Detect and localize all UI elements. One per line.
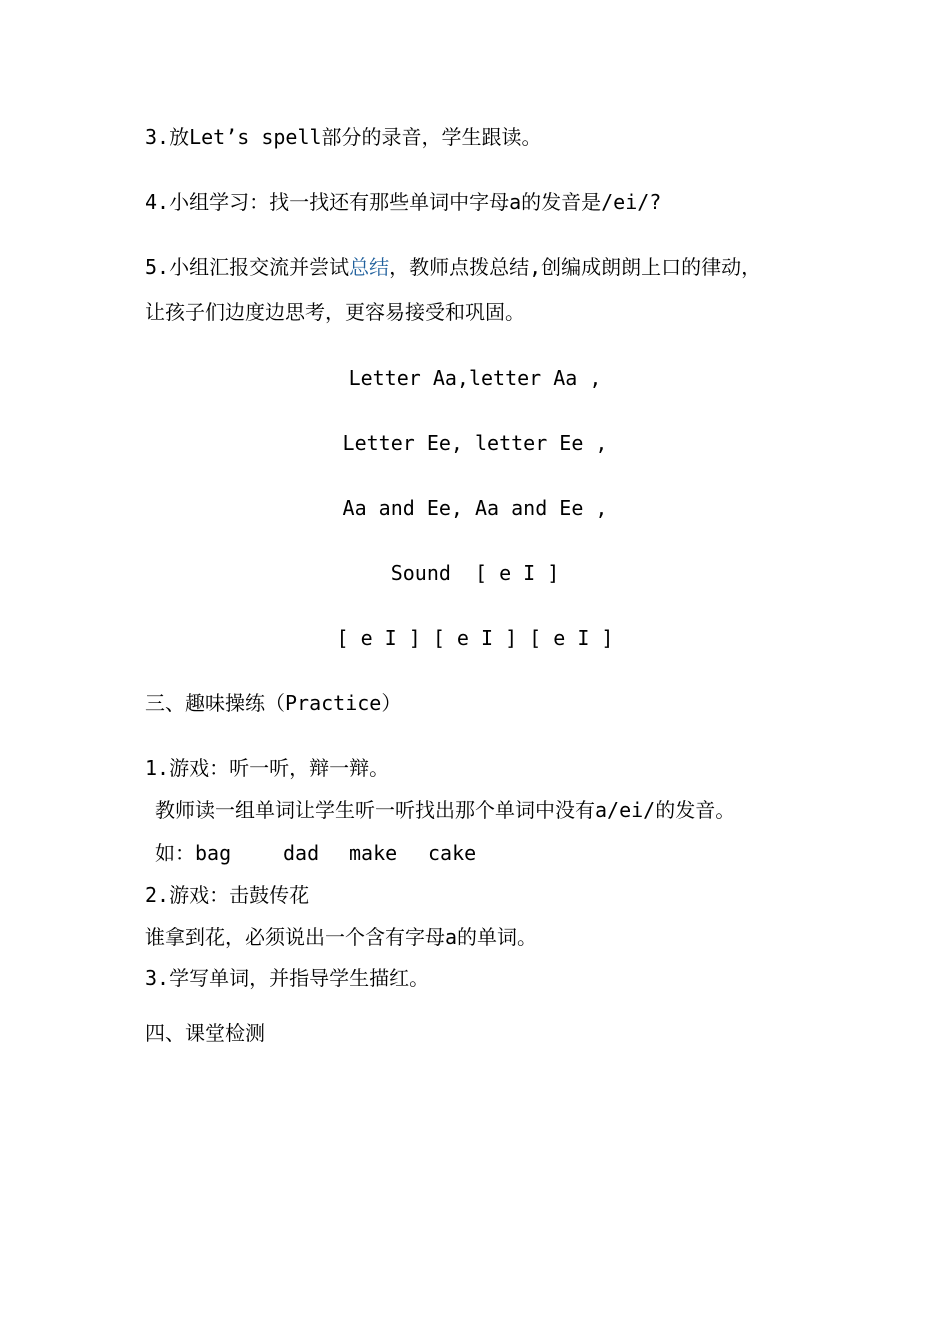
chant-line-2: Letter Ee, letter Ee , xyxy=(342,431,608,455)
step-3-writing: 3.学写单词，并指导学生描红。 xyxy=(145,966,430,990)
example-words-line xyxy=(155,840,476,866)
practice-heading: 三、趣味操练（Practice） xyxy=(145,691,402,715)
summary-link[interactable]: 总结 xyxy=(349,255,390,279)
chant-line-4: Sound [ e I ] xyxy=(390,561,560,585)
game-2-description: 谁拿到花，必须说出一个含有字母a的单词。 xyxy=(145,925,538,949)
step-5-paragraph xyxy=(145,254,761,280)
game-1-description: 教师读一组单词让学生听一听找出那个单词中没有a/ei/的发音。 xyxy=(155,798,736,822)
game-1-title: 1.游戏：听一听，辩一辩。 xyxy=(145,756,390,780)
example-word: dad xyxy=(283,841,320,865)
example-word: bag xyxy=(195,841,232,865)
step-5-text-start: 5.小组汇报交流并尝试 xyxy=(145,255,350,279)
example-label: 如： xyxy=(155,841,195,865)
chant-line-3: Aa and Ee, Aa and Ee , xyxy=(342,496,608,520)
step-5-text-end: ，教师点拨总结,创编成朗朗上口的律动， xyxy=(389,255,762,279)
example-word: make xyxy=(349,841,398,865)
example-word: cake xyxy=(428,841,477,865)
step-3-paragraph: 3.放Let’s spell部分的录音，学生跟读。 xyxy=(145,125,542,149)
chant-line-5: [ e I ] [ e I ] [ e I ] xyxy=(336,626,614,650)
step-4-paragraph: 4.小组学习：找一找还有那些单词中字母a的发音是/ei/? xyxy=(145,190,662,214)
section-4-heading: 四、课堂检测 xyxy=(145,1021,265,1045)
game-2-title: 2.游戏：击鼓传花 xyxy=(145,883,310,907)
chant-line-1: Letter Aa,letter Aa , xyxy=(348,366,602,390)
step-5-paragraph-line2: 让孩子们边度边思考，更容易接受和巩固。 xyxy=(145,300,525,324)
